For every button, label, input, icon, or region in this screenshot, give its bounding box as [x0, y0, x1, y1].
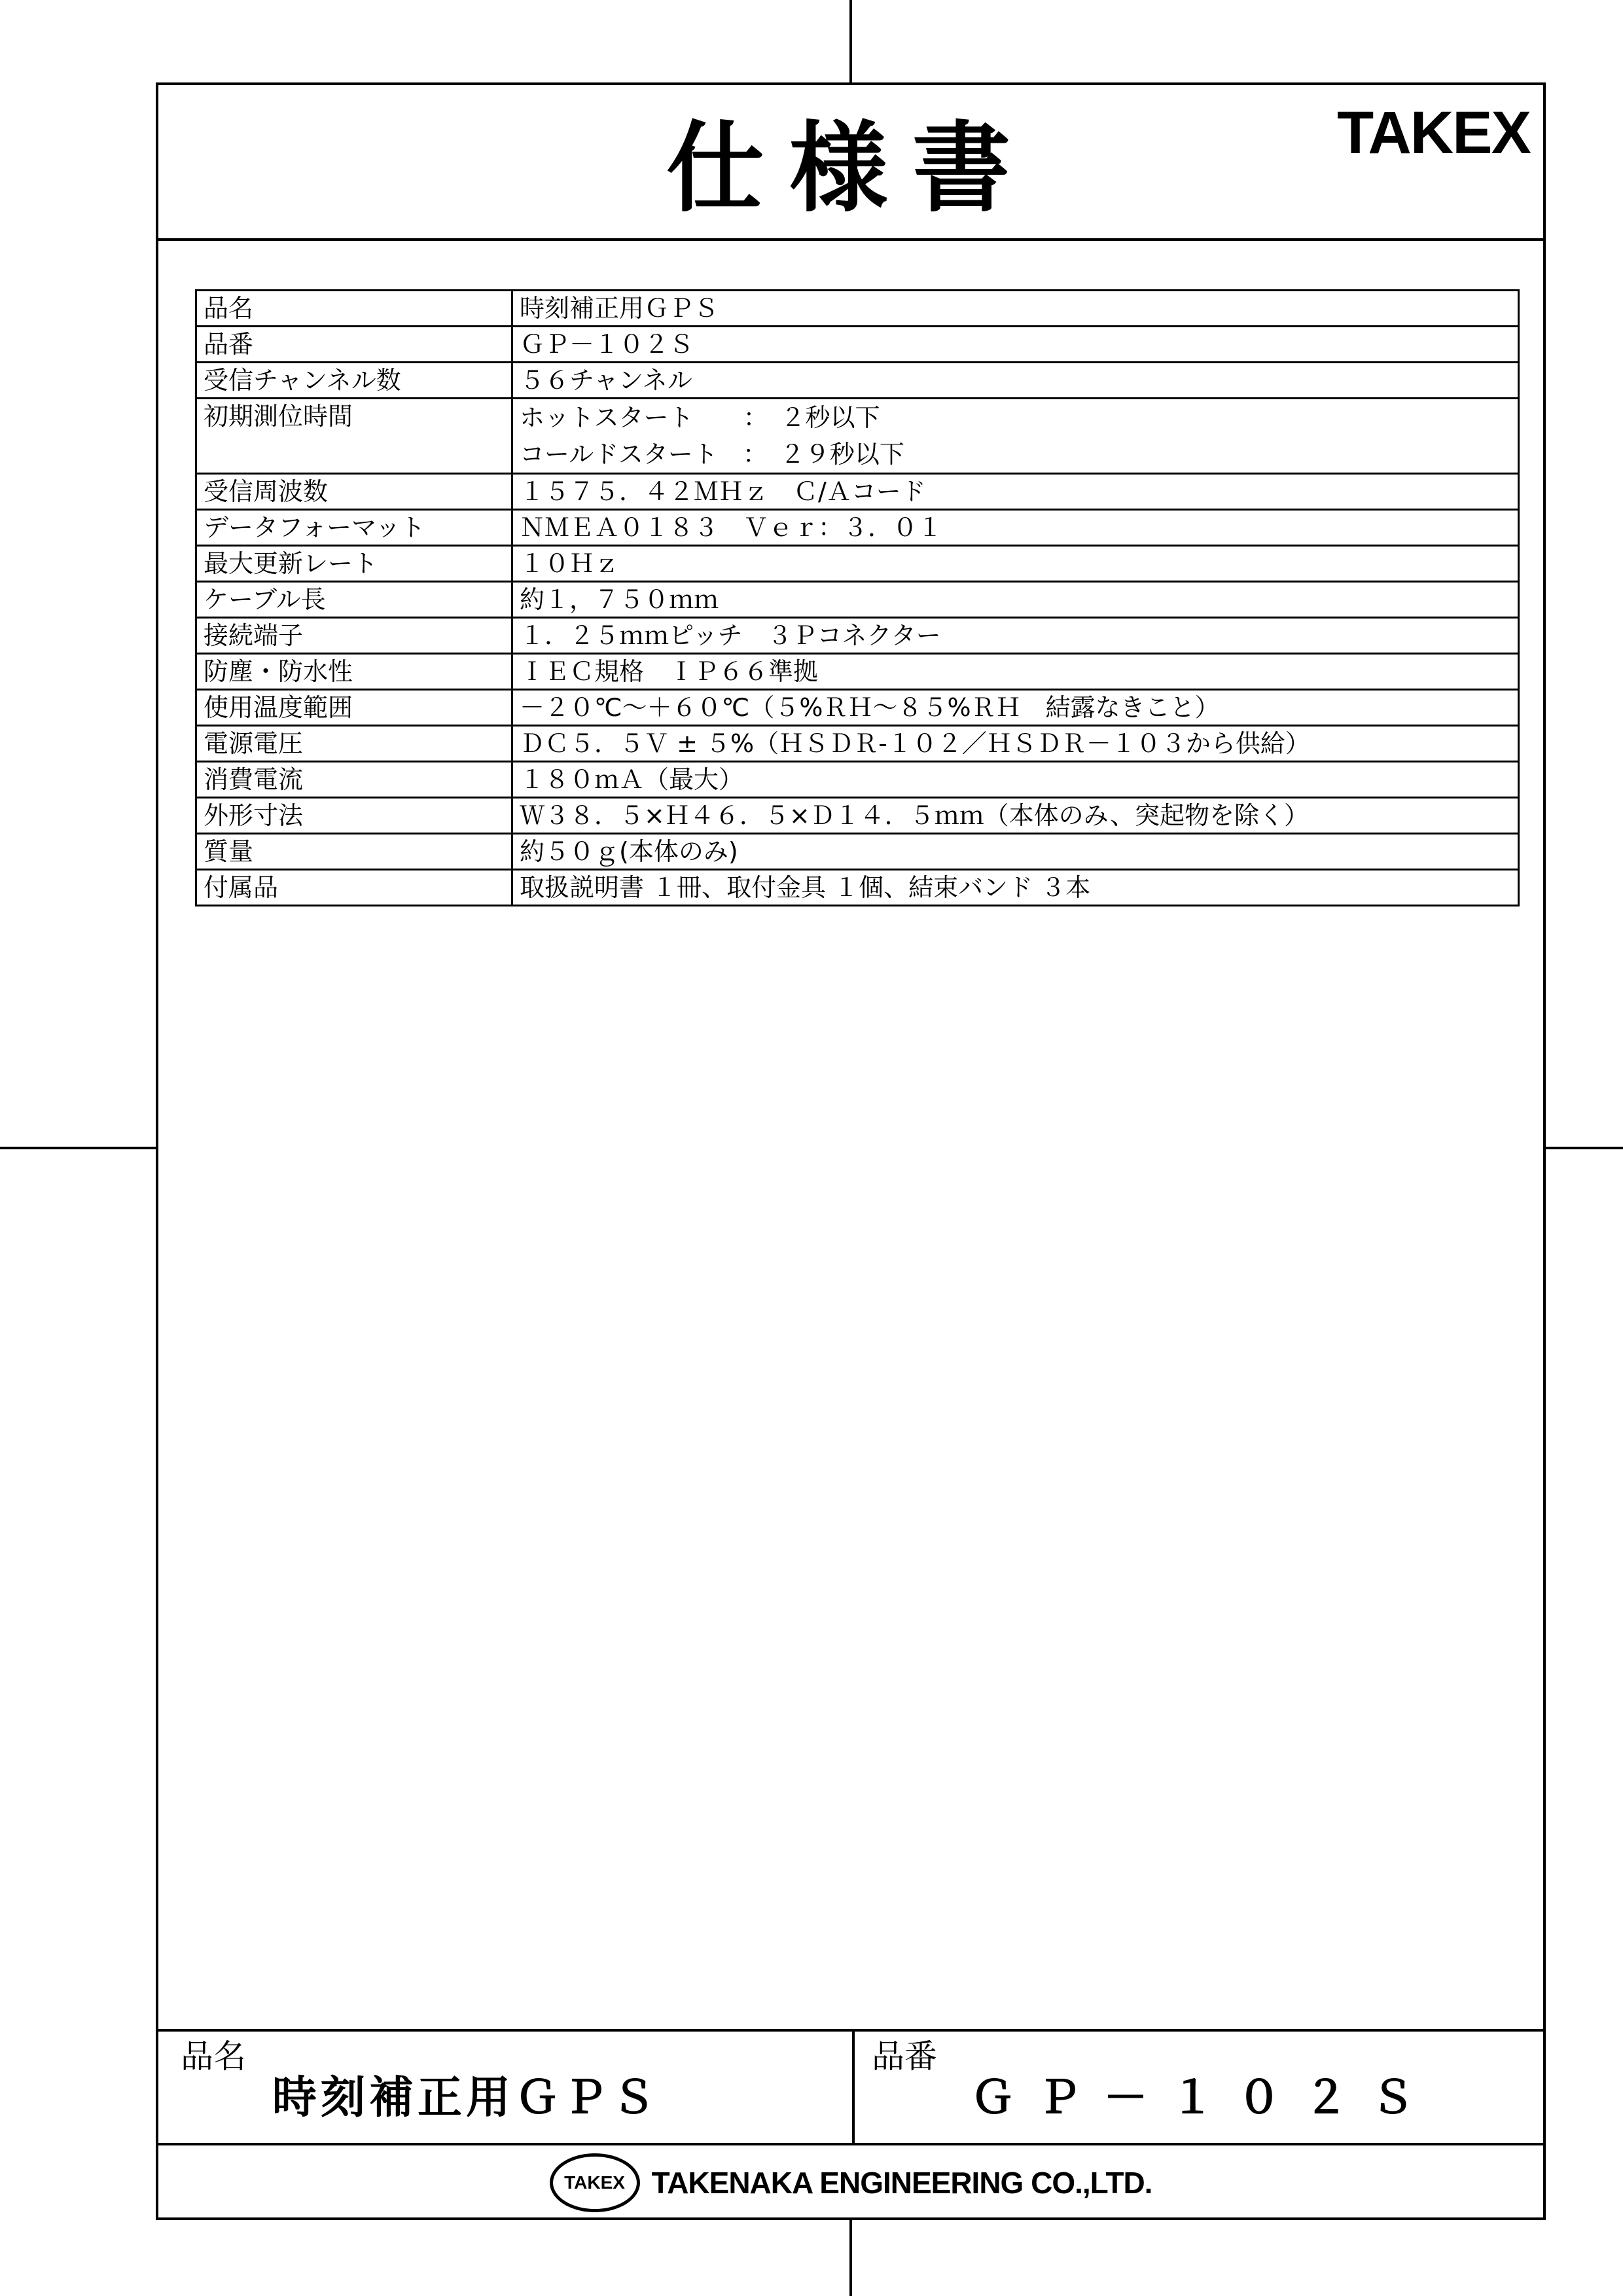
spec-row: [196, 618, 1519, 654]
spec-value: －２０℃～＋６０℃（５%ＲＨ～８５%ＲＨ 結露なきこと）: [520, 693, 1220, 722]
spec-value-cell: [512, 546, 1519, 582]
crop-mark-bottom: [849, 2219, 852, 2296]
spec-value-cell: [512, 654, 1519, 690]
spec-value-cell: [512, 870, 1519, 906]
spec-table: [195, 289, 1520, 906]
spec-value: ＩＥＣ規格 ＩＰ６６準拠: [520, 657, 819, 686]
spec-value-cell: [512, 618, 1519, 654]
spec-row: [196, 834, 1519, 870]
company-name: TAKENAKA ENGINEERING CO.,LTD.: [651, 2166, 1152, 2200]
spec-row: [196, 474, 1519, 510]
spec-value-cell: [512, 474, 1519, 510]
spec-label: 受信チャンネル数: [196, 363, 512, 399]
footer-model-label: 品番: [872, 2037, 937, 2075]
spec-value: ＮＭＥＡ０１８３ Ｖｅｒ：３．０１: [520, 513, 943, 542]
spec-value: 約１，７５０ｍｍ: [520, 585, 719, 614]
spec-label: 接続端子: [196, 618, 512, 654]
spec-value-cell: [512, 690, 1519, 726]
spec-value: ＧＰ－１０２Ｓ: [520, 330, 694, 359]
spec-row: [196, 690, 1519, 726]
spec-value: ＤＣ５．５Ｖ ± ５%（ＨＳＤＲ-１０２／ＨＳＤＲ－１０３から供給）: [520, 729, 1310, 758]
spec-row: [196, 870, 1519, 906]
spec-value: 約５０ｇ(本体のみ): [520, 837, 738, 866]
spec-value: Ｗ３８．５×Ｈ４６．５×Ｄ１４．５ｍｍ（本体のみ、突起物を除く）: [520, 801, 1309, 830]
spec-value-cell: [512, 510, 1519, 546]
spec-value-cell: [512, 582, 1519, 618]
spec-label: 品名: [196, 291, 512, 327]
crop-mark-right: [1544, 1147, 1623, 1149]
spec-value: １．２５ｍｍピッチ ３Ｐコネクター: [520, 621, 941, 650]
spec-label: ケーブル長: [196, 582, 512, 618]
spec-label: 外形寸法: [196, 798, 512, 834]
spec-label: 使用温度範囲: [196, 690, 512, 726]
spec-row: [196, 399, 1519, 474]
spec-value: １０Ｈｚ: [520, 549, 620, 578]
footer-top-divider: [158, 2029, 1543, 2032]
spec-row: [196, 510, 1519, 546]
spec-value-cell: [512, 798, 1519, 834]
spec-row: [196, 546, 1519, 582]
spec-label: 付属品: [196, 870, 512, 906]
company-block: [158, 2145, 1543, 2220]
brand-logo: TAKEX: [1337, 99, 1530, 166]
spec-value: 取扱説明書 １冊、取付金具 １個、結束バンド ３本: [520, 873, 1091, 902]
spec-value-cell: [512, 291, 1519, 327]
spec-value-cell: [512, 834, 1519, 870]
spec-value: コールドスタート ： ２９秒以下: [520, 440, 904, 469]
document-frame: [156, 82, 1546, 2220]
footer-model-value: ＧＰ－１０２Ｓ: [970, 2072, 1438, 2124]
spec-value-cell: [512, 327, 1519, 363]
spec-label: 品番: [196, 327, 512, 363]
spec-value-cell: [512, 726, 1519, 762]
spec-value-cell: [512, 399, 1519, 474]
footer-name-value: 時刻補正用ＧＰＳ: [272, 2072, 660, 2124]
spec-label: 最大更新レート: [196, 546, 512, 582]
spec-value: 時刻補正用ＧＰＳ: [520, 294, 719, 323]
company-seal-logo: TAKEX: [550, 2153, 640, 2212]
spec-row: [196, 798, 1519, 834]
spec-value: １８０ｍＡ（最大）: [520, 765, 744, 794]
spec-label: 防塵・防水性: [196, 654, 512, 690]
spec-label: 消費電流: [196, 762, 512, 798]
spec-value-cell: [512, 762, 1519, 798]
spec-label: 質量: [196, 834, 512, 870]
header-divider: [158, 238, 1543, 241]
spec-row: [196, 582, 1519, 618]
spec-label: データフォーマット: [196, 510, 512, 546]
crop-mark-left: [0, 1147, 157, 1149]
spec-label: 初期測位時間: [196, 399, 512, 474]
spec-label: 受信周波数: [196, 474, 512, 510]
crop-mark-top: [849, 0, 852, 84]
spec-value: ホットスタート ： ２秒以下: [520, 403, 880, 432]
spec-value: １５７５．４２ＭＨｚ Ｃ/Ａコード: [520, 477, 926, 506]
footer-name-label: 品名: [181, 2037, 246, 2075]
spec-value: ５６チャンネル: [520, 366, 692, 395]
spec-row: [196, 327, 1519, 363]
spec-row: [196, 291, 1519, 327]
spec-value-cell: [512, 363, 1519, 399]
spec-row: [196, 654, 1519, 690]
spec-label: 電源電圧: [196, 726, 512, 762]
footer-vertical-divider: [852, 2030, 855, 2144]
spec-row: [196, 762, 1519, 798]
spec-row: [196, 726, 1519, 762]
document-title: 仕様書: [666, 112, 1035, 226]
spec-row: [196, 363, 1519, 399]
